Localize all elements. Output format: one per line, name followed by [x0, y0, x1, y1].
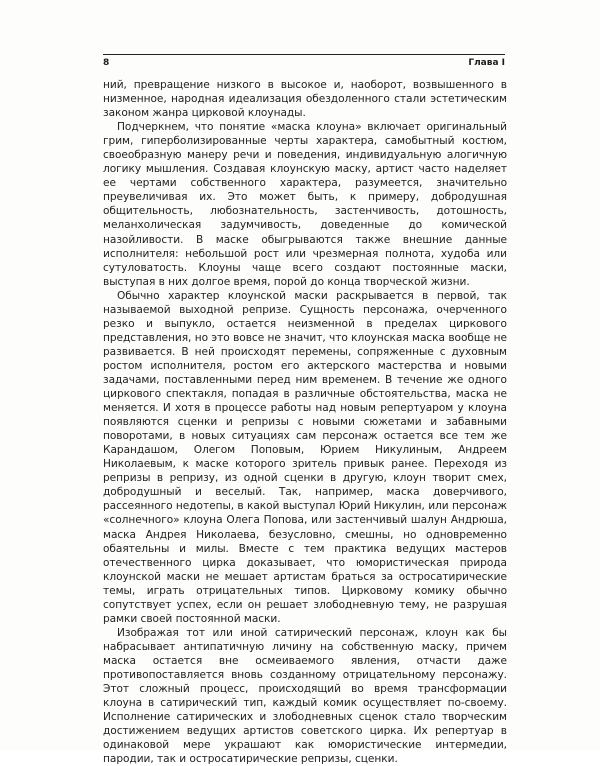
page-number: 8	[103, 58, 110, 68]
chapter-label: Глава I	[468, 58, 505, 68]
paragraph: Подчеркнем, что понятие «маска клоуна» включает оригинальный грим, гиперболизированные черты характера, самобытный костюм, своеобразную манеру речи и поведения, индивидуальную алогичную логику мышления. Создавая клоунскую маску, артист часто наделяет ее чертами собственного характера, разумеется, значительно преувеличивая их. Это может быть, к примеру, добродушная общительность, любознательность, застенчивость, дотошность, меланхолическая задумчивость, доведенные до комической назойливости. В маске обыгрываются также внешние данные исполнителя: небольшой рост или чрезмерная полнота, худоба или сутуловатость. Клоуны чаще всего создают постоянные маски, выступая в них долгое время, порой до конца творческой жизни.	[103, 121, 507, 288]
body-text	[103, 78, 507, 766]
paragraph: Обычно характер клоунской маски раскрывается в первой, так называемой выходной репризе. Сущность персонажа, очерченного резко и выпукло, остается неизменной в пределах циркового представления, но это вовсе не значит, что клоунская маска вообще не развивается. В ней происходят перемены, сопряженные с духовным ростом исполнителя, ростом его актерского мастерства и новыми задачами, поставленными перед ним временем. В течение же одного циркового спектакля, попадая в различные обстоятельства, маска не меняется. И хотя в процессе работы над новым репертуаром у клоуна появляются сценки и репризы с новыми сюжетами и забавными поворотами, в новых ситуациях сам персонаж остается все тем же Карандашом, Олегом Поповым, Юрием Никулиным, Андреем Николаевым, к маске которого зритель привык ранее. Переходя из репризы в репризу, из одной сценки в другую, клоун творит смех, добродушный и веселый. Так, например, маска доверчивого, рассеянного недотепы, в какой выступал Юрий Никулин, или персонаж «солнечного» клоуна Олега Попова, или застенчивый шалун Андрюша, маска Андрея Николаева, безусловно, смешны, но одновременно обаятельны и милы. Вместе с тем практика ведущих мастеров отечественного цирка доказывает, что юмористическая природа клоунской маски не мешает артистам браться за остросатирические темы, играть отрицательных типов. Цирковому комику обычно сопутствует успех, если он решает злободневную тему, не разрушая рамки своей постоянной маски.	[103, 289, 507, 625]
running-header	[103, 58, 505, 70]
paragraph-continued: ний, превращение низкого в высокое и, наоборот, возвышенного в низменное, народная идеализация обездоленного стали эстетическим законом жанра цирковой клоунады.	[103, 79, 507, 120]
header-rule	[103, 54, 505, 55]
paragraph: Изображая тот или иной сатирический персонаж, клоун как бы набрасывает антипатичную личину на собственную маску, причем маска остается вне осмеиваемого явления, отчасти даже противопоставляется вновь созданному отрицательному персонажу. Этот сложный процесс, происходящий во время трансформации клоуна в сатирический тип, каждый комик осуществляет по-своему. Исполнение сатирических и злободневных сценок стало творческим достижением ведущих артистов советского цирка. Их репертуар в одинаковой мере украшают как юмористические интермедии, пародии, так и остросатирические репризы, сценки.	[103, 626, 507, 766]
